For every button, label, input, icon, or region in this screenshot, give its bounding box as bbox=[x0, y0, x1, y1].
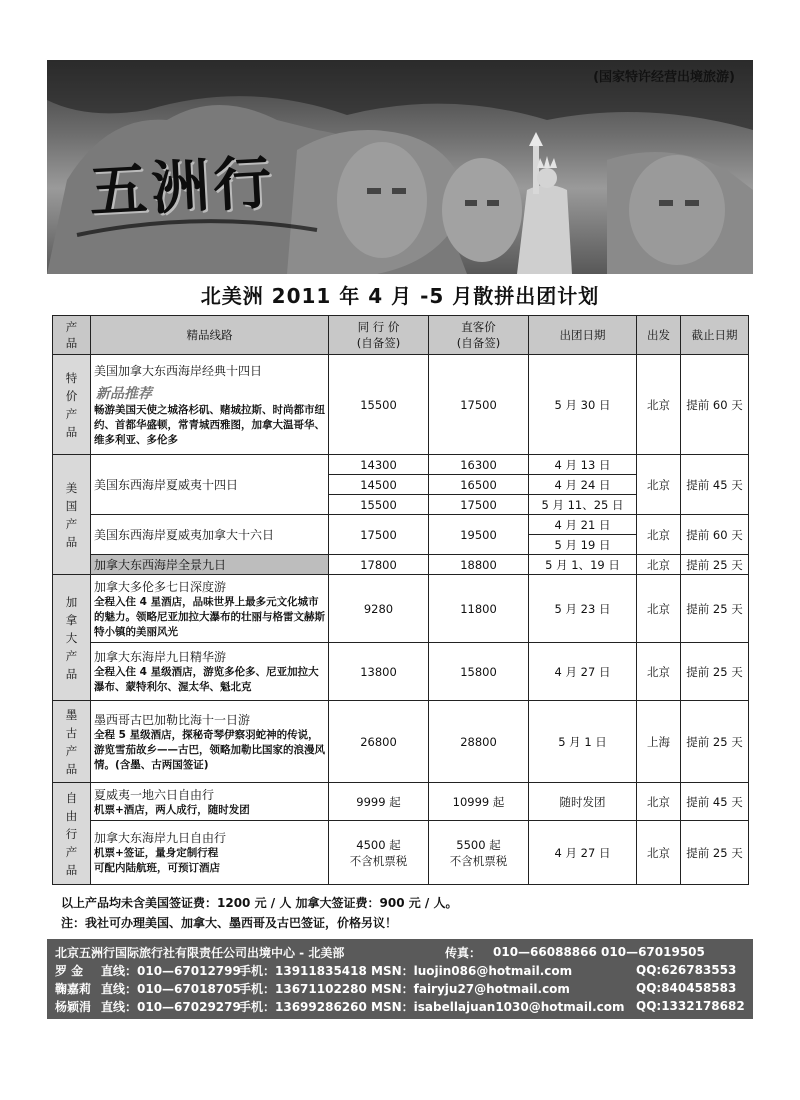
deadline: 提前 60 天 bbox=[681, 515, 749, 555]
table-header-row bbox=[53, 316, 749, 355]
category-special: 特 价 产 品 bbox=[53, 355, 91, 455]
contact-name: 杨颖涓 bbox=[55, 999, 92, 1014]
table-row bbox=[53, 783, 749, 821]
route-title: 加拿大多伦多七日深度游 bbox=[94, 579, 227, 594]
peer-price: 9280 bbox=[329, 575, 429, 643]
table-row bbox=[53, 821, 749, 885]
contact-qq: QQ:626783553 bbox=[636, 963, 737, 977]
notes bbox=[61, 893, 753, 933]
contact-qq: QQ:840458583 bbox=[636, 981, 737, 995]
visa-service-note: 注：我社可办理美国、加拿大、墨西哥及古巴签证，价格另议！ bbox=[61, 916, 398, 930]
depart-date: 5 月 1、19 日 bbox=[529, 555, 637, 575]
depart-city: 北京 bbox=[637, 643, 681, 701]
table-row bbox=[53, 355, 749, 455]
contact-name: 罗 金 bbox=[55, 963, 84, 978]
peer-price: 15500 bbox=[329, 355, 429, 455]
contact-msn: MSN：fairyju27@hotmail.com bbox=[371, 981, 570, 996]
new-product-stamp: 新品推荐 bbox=[96, 385, 152, 402]
depart-city: 上海 bbox=[637, 701, 681, 783]
peer-price: 14300 bbox=[329, 455, 429, 475]
page-title: 北美洲 2011 年 4 月 -5 月散拼出团计划 bbox=[200, 284, 600, 308]
contact-row bbox=[55, 997, 745, 1015]
depart-date: 5 月 30 日 bbox=[529, 355, 637, 455]
contact-row bbox=[55, 961, 745, 979]
depart-date: 4 月 27 日 bbox=[529, 821, 637, 885]
route-title: 夏威夷一地六日自由行 bbox=[94, 787, 215, 802]
header-route: 精品线路 bbox=[91, 316, 329, 355]
table-row bbox=[53, 701, 749, 783]
table-row bbox=[53, 643, 749, 701]
header-depart: 出发 bbox=[637, 316, 681, 355]
header-deadline: 截止日期 bbox=[681, 316, 749, 355]
contact-row bbox=[55, 979, 745, 997]
tour-plan-table bbox=[52, 315, 749, 885]
route-title: 美国加拿大东西海岸经典十四日 bbox=[94, 363, 263, 378]
route-cell bbox=[91, 515, 329, 555]
deadline: 提前 45 天 bbox=[681, 783, 749, 821]
peer-price: 14500 bbox=[329, 475, 429, 495]
route-title: 美国东西海岸夏威夷十四日 bbox=[94, 478, 239, 492]
depart-date: 5 月 1 日 bbox=[529, 701, 637, 783]
depart-date: 4 月 21 日 bbox=[529, 515, 637, 535]
route-desc: 机票+签证，量身定制行程 可配内陆航班，可预订酒店 bbox=[94, 847, 220, 874]
retail-price: 16300 bbox=[429, 455, 529, 475]
peer-price: 4500 起 不含机票税 bbox=[329, 821, 429, 885]
route-cell bbox=[91, 455, 329, 515]
route-cell bbox=[91, 555, 329, 575]
retail-price: 17500 bbox=[429, 355, 529, 455]
route-cell bbox=[91, 643, 329, 701]
depart-date: 5 月 11、25 日 bbox=[529, 495, 637, 515]
depart-date: 随时发团 bbox=[529, 783, 637, 821]
banner bbox=[47, 60, 753, 274]
brochure-page bbox=[47, 60, 753, 1019]
peer-price: 17800 bbox=[329, 555, 429, 575]
peer-price: 15500 bbox=[329, 495, 429, 515]
depart-city: 北京 bbox=[637, 515, 681, 555]
table-row bbox=[53, 555, 749, 575]
depart-city: 北京 bbox=[637, 821, 681, 885]
fax-numbers: 010—66088866 010—67019505 bbox=[493, 945, 705, 959]
deadline: 提前 60 天 bbox=[681, 355, 749, 455]
depart-city: 北京 bbox=[637, 455, 681, 515]
route-title: 美国东西海岸夏威夷加拿大十六日 bbox=[94, 528, 275, 542]
deadline: 提前 25 天 bbox=[681, 821, 749, 885]
depart-date: 4 月 13 日 bbox=[529, 455, 637, 475]
category-free: 自 由 行 产 品 bbox=[53, 783, 91, 885]
depart-city: 北京 bbox=[637, 355, 681, 455]
fax-label: 传真： bbox=[445, 945, 482, 960]
retail-price: 17500 bbox=[429, 495, 529, 515]
table-row bbox=[53, 515, 749, 535]
company-row bbox=[55, 943, 745, 961]
contact-qq: QQ:1332178682 bbox=[636, 999, 745, 1013]
route-desc: 机票+酒店，两人成行，随时发团 bbox=[94, 803, 250, 816]
peer-price: 26800 bbox=[329, 701, 429, 783]
route-cell bbox=[91, 701, 329, 783]
depart-date: 5 月 19 日 bbox=[529, 535, 637, 555]
retail-price: 19500 bbox=[429, 515, 529, 555]
header-retail-price: 直客价 (自备签) bbox=[429, 316, 529, 355]
contact-name: 鞠嘉莉 bbox=[55, 981, 92, 996]
deadline: 提前 25 天 bbox=[681, 575, 749, 643]
logo-wuzhouxing: 五洲行 bbox=[87, 148, 277, 226]
depart-date: 4 月 24 日 bbox=[529, 475, 637, 495]
route-desc: 全程 5 星级酒店，探秘奇琴伊察羽蛇神的传说，游览雪茄故乡——古巴，领略加勒比国家的浪漫风情。(含墨、古两国签证) bbox=[94, 728, 325, 771]
contact-phone: 直线：010—67018705 bbox=[101, 981, 241, 996]
peer-price: 9999 起 bbox=[329, 783, 429, 821]
route-desc: 全程入住 4 星级酒店，游览多伦多、尼亚加拉大瀑布、蒙特利尔、渥太华、魁北克 bbox=[94, 666, 319, 693]
contact-msn: MSN：luojin086@hotmail.com bbox=[371, 963, 573, 978]
contact-mobile: 手机：13699286260 bbox=[239, 999, 367, 1014]
header-date: 出团日期 bbox=[529, 316, 637, 355]
header-peer-price: 同 行 价 (自备签) bbox=[329, 316, 429, 355]
category-canada: 加 拿 大 产 品 bbox=[53, 575, 91, 701]
route-title: 加拿大东海岸九日自由行 bbox=[94, 831, 227, 845]
route-cell bbox=[91, 575, 329, 643]
license-tagline: (国家特许经营出境旅游) bbox=[593, 70, 735, 85]
deadline: 提前 25 天 bbox=[681, 555, 749, 575]
retail-price: 10999 起 bbox=[429, 783, 529, 821]
peer-price: 17500 bbox=[329, 515, 429, 555]
route-title: 墨西哥古巴加勒比海十一日游 bbox=[94, 712, 251, 727]
contact-phone: 直线：010—67012799 bbox=[101, 963, 241, 978]
company-name: 北京五洲行国际旅行社有限责任公司出境中心 - 北美部 bbox=[55, 945, 345, 960]
header-product: 产 品 bbox=[53, 316, 91, 355]
table-row bbox=[53, 455, 749, 475]
deadline: 提前 45 天 bbox=[681, 455, 749, 515]
retail-price: 11800 bbox=[429, 575, 529, 643]
depart-date: 5 月 23 日 bbox=[529, 575, 637, 643]
visa-fee-note: 以上产品均未含美国签证费：1200 元 / 人 加拿大签证费：900 元 / 人。 bbox=[61, 896, 458, 910]
retail-price: 16500 bbox=[429, 475, 529, 495]
contact-mobile: 手机：13671102280 bbox=[239, 981, 367, 996]
deadline: 提前 25 天 bbox=[681, 701, 749, 783]
depart-city: 北京 bbox=[637, 555, 681, 575]
category-usa: 美 国 产 品 bbox=[53, 455, 91, 575]
category-mexico: 墨 古 产 品 bbox=[53, 701, 91, 783]
table-row bbox=[53, 575, 749, 643]
route-title: 加拿大东西海岸全景九日 bbox=[94, 558, 227, 572]
retail-price: 18800 bbox=[429, 555, 529, 575]
depart-city: 北京 bbox=[637, 575, 681, 643]
contact-mobile: 手机：13911835418 bbox=[239, 963, 367, 978]
route-cell bbox=[91, 355, 329, 455]
retail-price: 5500 起 不含机票税 bbox=[429, 821, 529, 885]
route-desc: 全程入住 4 星酒店，品味世界上最多元文化城市的魅力。领略尼亚加拉大瀑布的壮丽与格雷文赫斯特小镇的美丽风光 bbox=[94, 595, 325, 638]
contact-footer bbox=[47, 939, 753, 1019]
route-cell bbox=[91, 783, 329, 821]
retail-price: 28800 bbox=[429, 701, 529, 783]
depart-city: 北京 bbox=[637, 783, 681, 821]
depart-date: 4 月 27 日 bbox=[529, 643, 637, 701]
contact-phone: 直线：010—67029279 bbox=[101, 999, 241, 1014]
route-cell bbox=[91, 821, 329, 885]
peer-price: 13800 bbox=[329, 643, 429, 701]
route-title: 加拿大东海岸九日精华游 bbox=[94, 650, 227, 664]
deadline: 提前 25 天 bbox=[681, 643, 749, 701]
route-desc: 畅游美国天使之城洛杉矶、赌城拉斯、时尚都市纽约、首都华盛顿，常青城西雅图，加拿大温哥华、维多利亚、多伦多 bbox=[94, 403, 325, 446]
retail-price: 15800 bbox=[429, 643, 529, 701]
contact-msn: MSN：isabellajuan1030@hotmail.com bbox=[371, 999, 625, 1014]
